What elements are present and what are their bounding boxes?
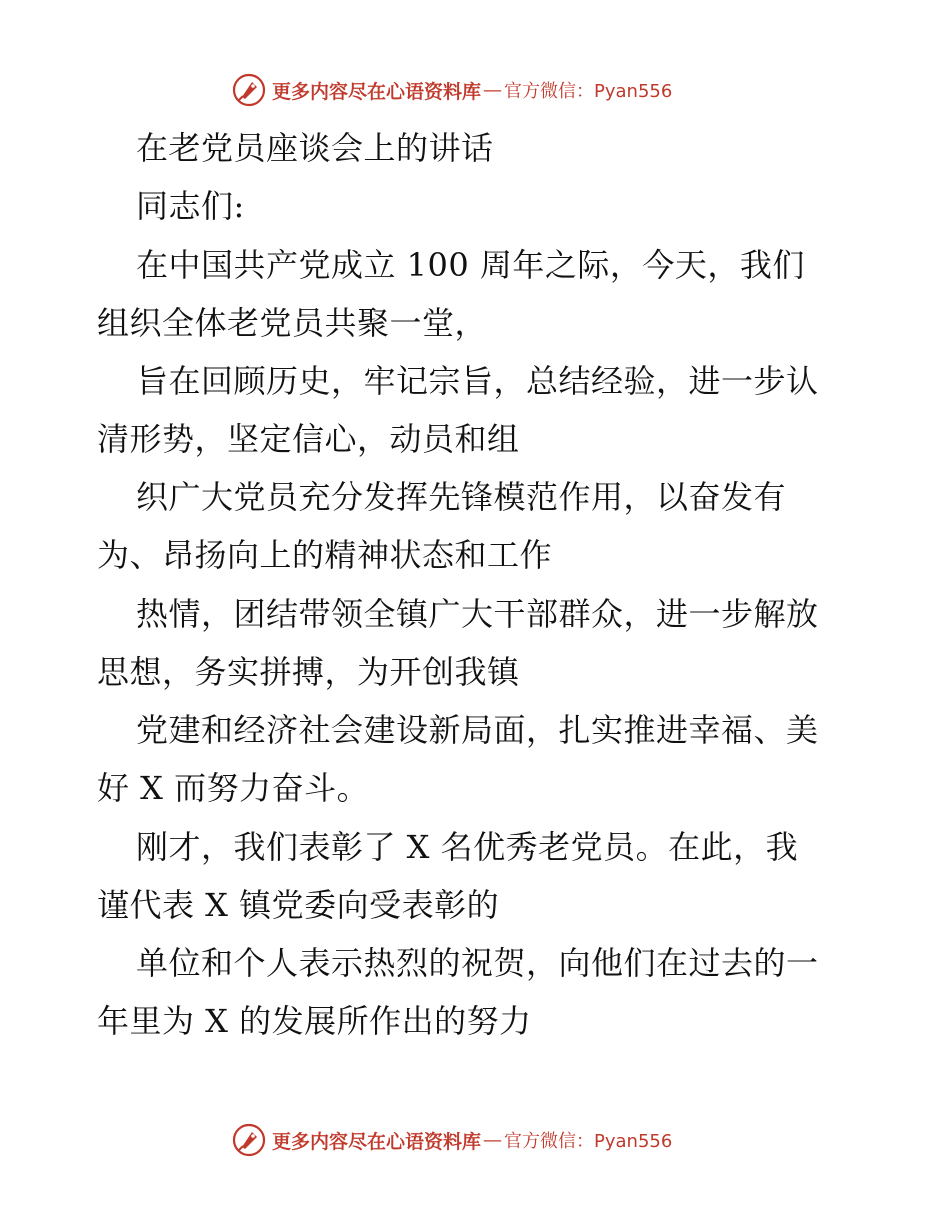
body-line: 旨在回顾历史，牢记宗旨，总结经验，进一步认 [136,362,819,400]
body-line: 为、昂扬向上的精神状态和工作 [97,536,553,574]
body-line: 单位和个人表示热烈的祝贺，向他们在过去的一 [136,944,819,982]
pen-nib-logo-icon [232,73,266,107]
header-banner [232,70,672,110]
footer-contact-text: 官方微信：Pyan556 [504,1131,673,1152]
pen-nib-logo-icon [232,1123,266,1157]
footer-separator: — [483,1129,503,1151]
body-line: 织广大党员充分发挥先锋模范作用，以奋发有 [136,478,787,516]
body-line: 好 X 而努力奋斗。 [97,769,370,807]
body-line: 刚才，我们表彰了 X 名优秀老党员。在此，我 [136,828,799,866]
body-line: 党建和经济社会建设新局面，扎实推进幸福、美 [136,711,819,749]
body-line: 年里为 X 的发展所作出的努力 [97,1002,532,1040]
header-brand-text: 更多内容尽在心语资料库 [272,80,482,103]
body-line: 热情，团结带领全镇广大干部群众，进一步解放 [136,595,819,633]
body-line: 在中国共产党成立 100 周年之际，今天，我们 [136,246,805,284]
body-line: 清形势，坚定信心，动员和组 [97,420,520,458]
salutation: 同志们: [136,187,245,225]
footer-banner [232,1120,672,1160]
body-line: 思想，务实拼搏，为开创我镇 [97,653,520,691]
header-separator: — [483,79,503,101]
body-line: 谨代表 X 镇党委向受表彰的 [97,886,500,924]
body-line: 组织全体老党员共聚一堂， [97,304,488,342]
header-contact-text: 官方微信：Pyan556 [504,81,673,102]
footer-brand-text: 更多内容尽在心语资料库 [272,1130,482,1153]
document-title: 在老党员座谈会上的讲话 [136,129,494,167]
